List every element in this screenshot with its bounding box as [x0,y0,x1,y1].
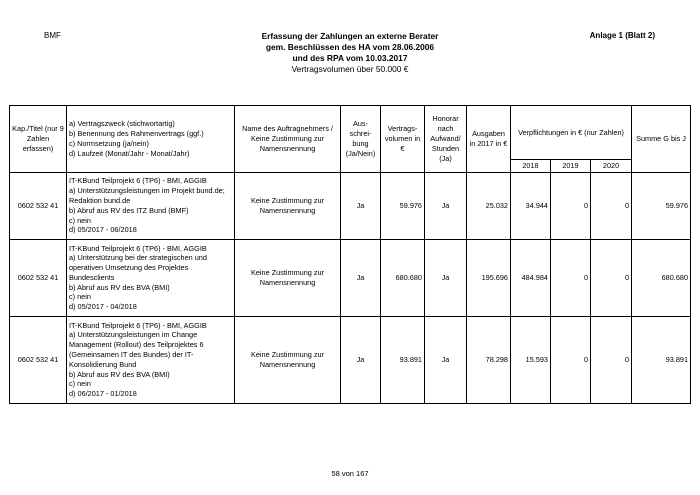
cell-ausschreibung: Ja [341,239,381,316]
cell-ausgaben-2017: 195.696 [467,239,511,316]
header-auftragnehmer: Name des Auftragnehmers / Keine Zustimmung zur Namensnennung [235,106,341,173]
header-ausschreibung: Aus-schrei-bung (Ja/Nein) [341,106,381,173]
desc-line: d) 06/2017 - 01/2018 [69,389,137,399]
header-zweck-line: c) Normsetzung (ja/nein) [69,138,149,148]
cell-2018: 15.593 [511,316,551,403]
table-row [10,172,691,239]
cell-description [67,172,235,239]
desc-line: a) Unterstützungsleistungen im Change Management (Rollout) des Teilprojektes 6 (Gemeinsamen IT des Bundes) der IT-Konsolidierung Bund [69,330,204,369]
cell-summe: 93.891 [632,316,691,403]
cell-summe: 59.976 [632,172,691,239]
header-honorar: Honorar nach Aufwand/ Stunden (Ja) [425,106,467,173]
cell-honorar: Ja [425,172,467,239]
cell-2019: 0 [551,239,591,316]
header-kap-titel: Kap./Titel (nur 9 Zahlen erfassen) [10,106,67,173]
header-year-2018: 2018 [511,160,551,173]
title-line-2: gem. Beschlüssen des HA vom 28.06.2006 [265,42,435,52]
table-row [10,239,691,316]
desc-line: d) 05/2017 - 04/2018 [69,302,137,312]
desc-line: b) Abruf aus RV des BVA (BMI) [69,369,170,379]
cell-kap: 0602 532 41 [10,239,67,316]
cell-2019: 0 [551,172,591,239]
desc-line: c) nein [69,379,91,389]
cell-vertragsvolumen: 93.891 [381,316,425,403]
cell-vertragsvolumen: 680.680 [381,239,425,316]
cell-ausgaben-2017: 25.032 [467,172,511,239]
cell-2020: 0 [591,316,632,403]
header-summe: Summe G bis J [632,106,691,173]
table-row [10,316,691,403]
desc-line: IT-KBund Teilprojekt 6 (TP6) - BMI, AGGIB [69,176,207,186]
cell-2020: 0 [591,172,632,239]
cell-summe: 680.680 [632,239,691,316]
cell-2020: 0 [591,239,632,316]
annex-label: Anlage 1 (Blatt 2) [589,31,655,40]
cell-auftragnehmer: Keine Zustimmung zur Namensnennung [235,239,341,316]
cell-honorar: Ja [425,316,467,403]
cell-description [67,239,235,316]
cell-ausgaben-2017: 78.298 [467,316,511,403]
page-number: 58 von 167 [331,469,369,478]
header-vertragszweck [67,106,235,173]
title-subtitle: Vertragsvolumen über 50.000 € [291,64,409,74]
title-line-1: Erfassung der Zahlungen an externe Berater [261,31,439,41]
title-line-3: und des RPA vom 10.03.2017 [292,53,408,63]
header-year-2020: 2020 [591,160,632,173]
cell-description [67,316,235,403]
header-verpflichtungen: Verpflichtungen in € (nur Zahlen) [511,106,632,160]
desc-line: a) Unterstützungsleistungen im Projekt bund.de; Redaktion bund.de [69,186,225,205]
header-year-2019: 2019 [551,160,591,173]
desc-line: d) 05/2017 - 06/2018 [69,225,137,235]
payments-table [9,105,691,404]
cell-kap: 0602 532 41 [10,316,67,403]
table-header-row [10,106,691,160]
cell-auftragnehmer: Keine Zustimmung zur Namensnennung [235,316,341,403]
desc-line: IT-KBund Teilprojekt 6 (TP6) - BMI, AGGIB [69,320,207,330]
cell-2019: 0 [551,316,591,403]
cell-2018: 484.984 [511,239,551,316]
desc-line: IT-KBund Teilprojekt 6 (TP6) - BMI, AGGIB [69,243,207,253]
header-zweck-line: d) Laufzeit (Monat/Jahr - Monat/Jahr) [69,148,190,158]
cell-vertragsvolumen: 59.976 [381,172,425,239]
header-vertragsvolumen: Vertrags-volumen in € [381,106,425,173]
cell-honorar: Ja [425,239,467,316]
cell-ausschreibung: Ja [341,316,381,403]
desc-line: a) Unterstützung bei der strategischen und operativen Umsetzung des Projektes Bundesclients [69,253,207,282]
header-zweck-line: a) Vertragszweck (stichwortartig) [69,119,175,129]
header-ausgaben-2017: Ausgaben in 2017 in € [467,106,511,173]
desc-line: c) nein [69,292,91,302]
document-title [200,31,500,75]
cell-2018: 34.944 [511,172,551,239]
desc-line: c) nein [69,215,91,225]
header-zweck-line: b) Benennung des Rahmenvertrags (ggf.) [69,129,204,139]
ministry-label: BMF [44,31,61,40]
cell-ausschreibung: Ja [341,172,381,239]
cell-auftragnehmer: Keine Zustimmung zur Namensnennung [235,172,341,239]
cell-kap: 0602 532 41 [10,172,67,239]
desc-line: b) Abruf aus RV des ITZ Bund (BMF) [69,205,189,215]
desc-line: b) Abruf aus RV des BVA (BMI) [69,282,170,292]
